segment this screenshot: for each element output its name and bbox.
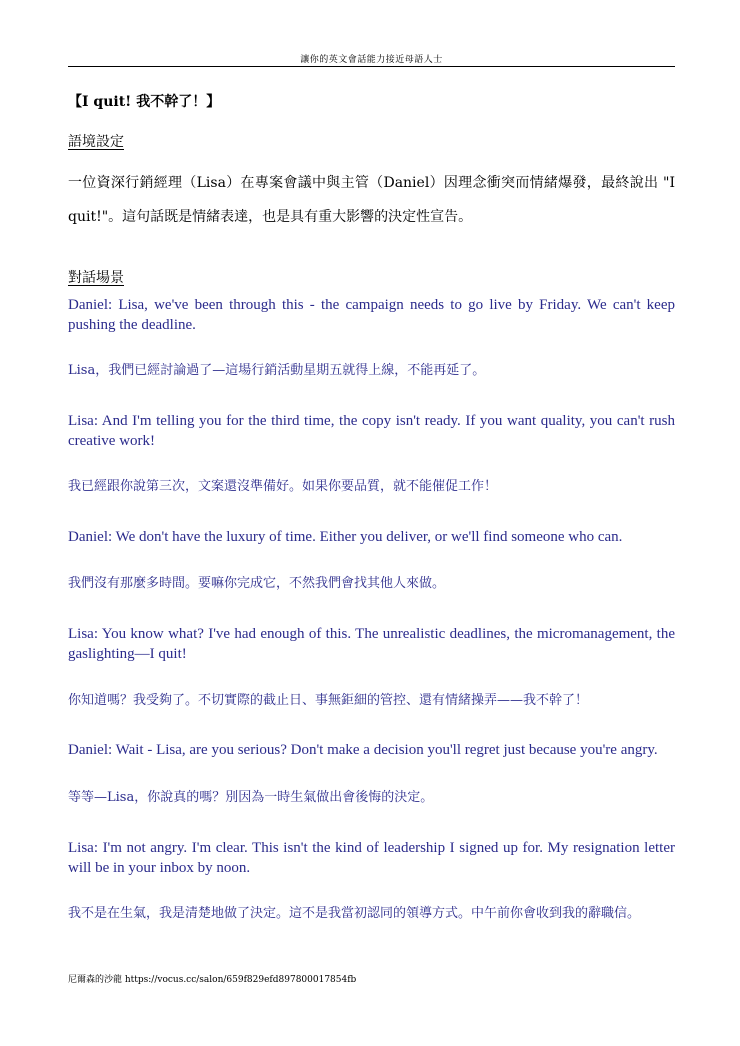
dialogue-section-label: 對話場景: [68, 270, 124, 286]
dialogue-line-en: Lisa: You know what? I've had enough of this. The unrealistic deadlines, the micromanagement, the gaslighting—I quit!: [68, 626, 675, 662]
page-title: 【I quit! 我不幹了！】: [68, 94, 221, 110]
dialogue-line-zh: 我們沒有那麼多時間。要嘛你完成它，不然我們會找其他人來做。: [68, 576, 446, 591]
dialogue-line-zh: 我不是在生氣，我是清楚地做了決定。這不是我當初認同的領導方式。中午前你會收到我的辭職信。: [68, 906, 641, 921]
dialogue-line-en: Lisa: And I'm telling you for the third time, the copy isn't ready. If you want quality, you can't rush creative work!: [68, 413, 675, 449]
dialogue-line-zh: 我已經跟你說第三次，文案還沒準備好。如果你要品質，就不能催促工作！: [68, 479, 498, 494]
page-header: 讓你的英文會話能力接近母語人士: [300, 55, 443, 65]
dialogue-line-zh: Lisa，我們已經討論過了—這場行銷活動星期五就得上線，不能再延了。: [68, 363, 486, 378]
context-paragraph: 一位資深行銷經理（Lisa）在專案會議中與主管（Daniel）因理念衝突而情緒爆發，最終說出 "I quit!"。這句話既是情緒表達，也是具有重大影響的決定性宣告。: [68, 175, 675, 225]
dialogue-line-en: Daniel: Wait - Lisa, are you serious? Don't make a decision you'll regret just because you're angry.: [68, 742, 658, 758]
context-section-label: 語境設定: [68, 134, 124, 150]
header-divider: [68, 66, 675, 67]
dialogue-line-en: Daniel: We don't have the luxury of time. Either you deliver, or we'll find someone who can.: [68, 529, 623, 545]
page-footer: 尼爾森的沙龍 https://vocus.cc/salon/659f829efd897800017854fb: [68, 975, 357, 985]
dialogue-line-zh: 等等—Lisa，你說真的嗎？別因為一時生氣做出會後悔的決定。: [68, 790, 434, 805]
dialogue-line-en: Lisa: I'm not angry. I'm clear. This isn't the kind of leadership I signed up for. My resignation letter will be in your inbox by noon.: [68, 840, 675, 876]
dialogue-line-zh: 你知道嗎？我受夠了。不切實際的截止日、事無鉅細的管控、還有情緒操弄——我不幹了！: [68, 693, 589, 708]
dialogue-line-en: Daniel: Lisa, we've been through this - the campaign needs to go live by Friday. We can't keep pushing the deadline.: [68, 297, 675, 333]
